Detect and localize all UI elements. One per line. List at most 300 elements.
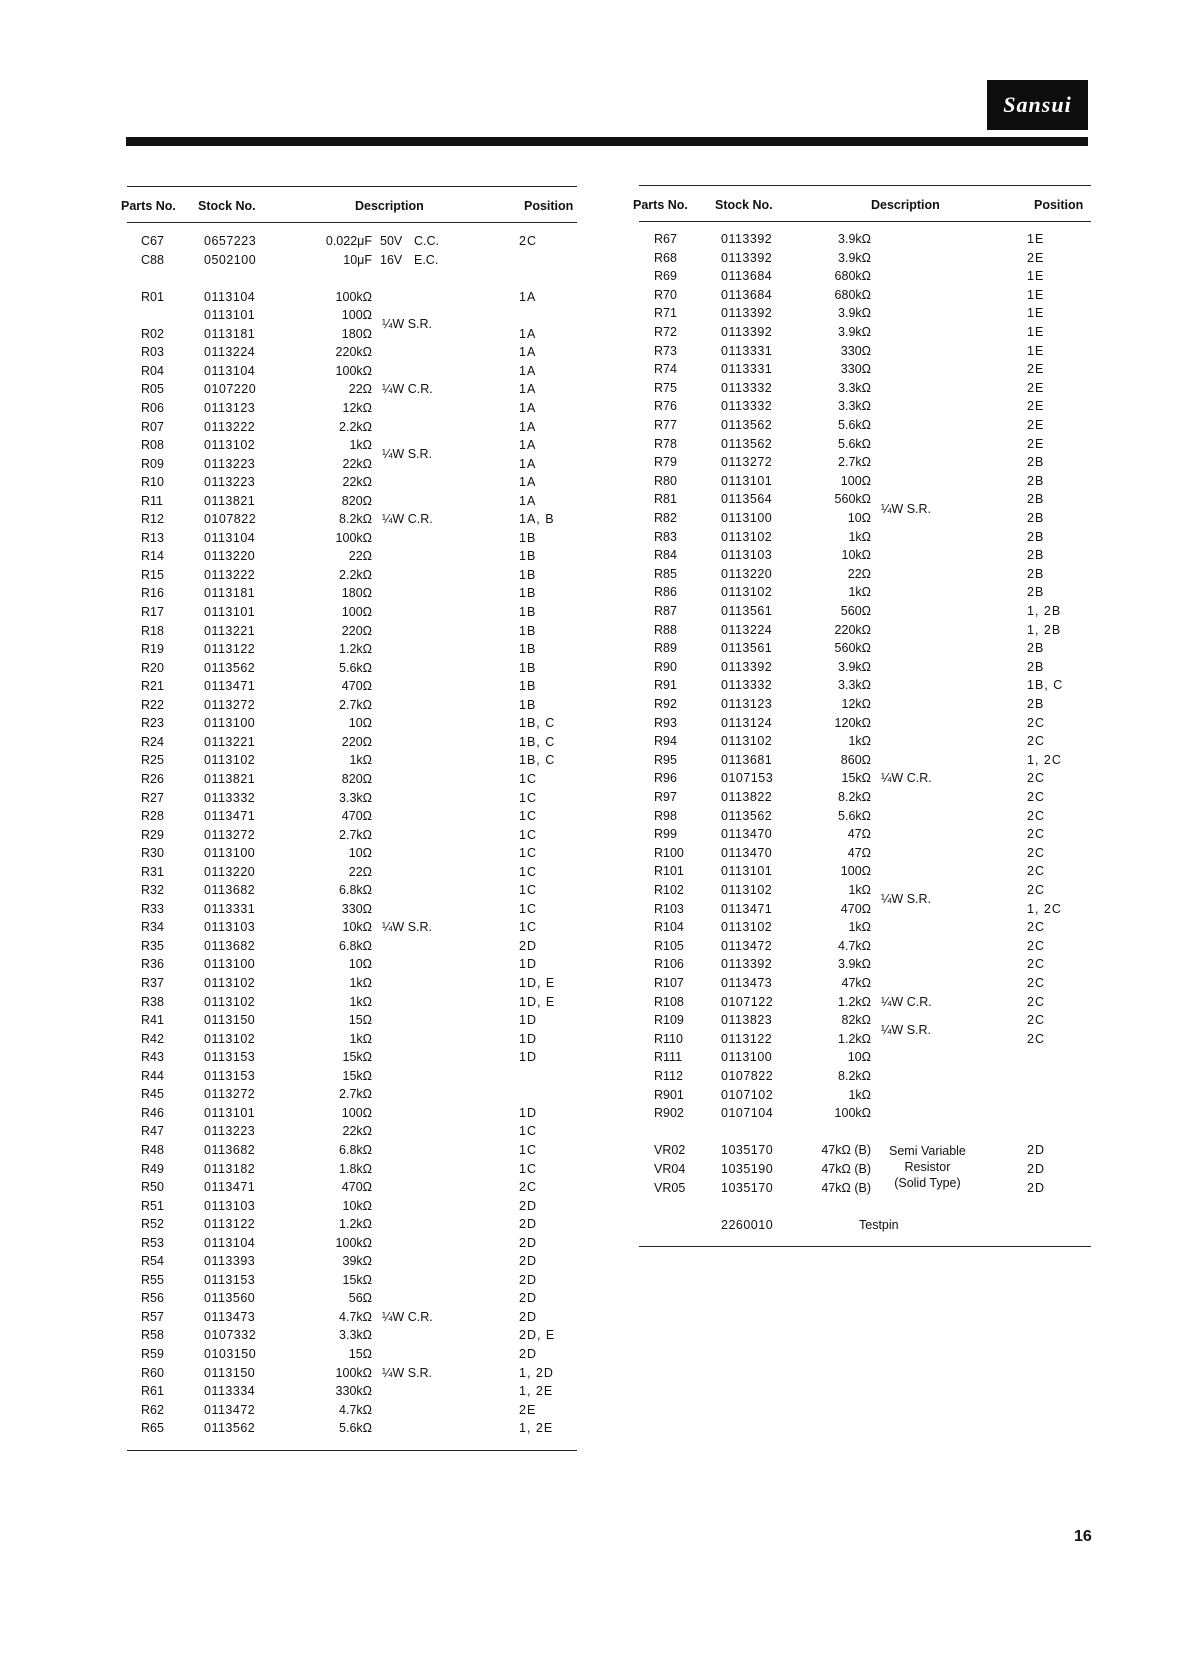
position: 1A [519, 289, 537, 304]
table-row [127, 362, 577, 381]
table-row [127, 863, 577, 882]
table-row [127, 677, 577, 696]
table-row [127, 696, 577, 715]
component-value: 1.2kΩ [339, 642, 372, 657]
table-row [127, 1122, 577, 1141]
part-number: R85 [654, 566, 677, 581]
stock-number: 2260010 [721, 1217, 774, 1232]
part-number: R23 [141, 716, 164, 731]
table-row [639, 974, 1091, 993]
table-row [639, 825, 1091, 844]
header-parts: Parts No. [121, 199, 176, 213]
position: 1A [519, 400, 537, 415]
table-row [127, 547, 577, 566]
component-value: 4.7kΩ [339, 1309, 372, 1324]
stock-number: 0113472 [204, 1402, 256, 1417]
table-row [127, 1401, 577, 1420]
part-number: R26 [141, 771, 164, 786]
part-number: R37 [141, 976, 164, 990]
position: 1D [519, 957, 537, 972]
stock-number: 0113181 [204, 326, 256, 341]
position: 2D [519, 1291, 537, 1306]
stock-number: 0113821 [204, 493, 256, 508]
table-row [127, 473, 577, 492]
stock-number: 0113334 [204, 1384, 256, 1399]
component-value: 3.9kΩ [838, 325, 871, 339]
table-row [127, 306, 577, 325]
part-number: R07 [141, 419, 164, 434]
table-row [127, 269, 577, 288]
stock-number: 0113153 [204, 1050, 256, 1065]
table-row [127, 232, 577, 251]
position: 1C [519, 864, 537, 879]
component-value: 5.6kΩ [838, 418, 871, 432]
table-row [639, 528, 1091, 547]
stock-number: 0113102 [721, 920, 773, 935]
table-row [639, 1048, 1091, 1067]
position: 2C [1027, 938, 1045, 953]
power-rating-note: ¼W C.R. [382, 382, 433, 397]
position: 2C [1027, 920, 1045, 935]
position: 1D [519, 1013, 537, 1028]
part-number: R56 [141, 1291, 164, 1306]
stock-number: 0113470 [721, 845, 773, 860]
table-row [639, 862, 1091, 881]
table-row [127, 418, 577, 437]
part-number: R41 [141, 1013, 164, 1028]
table-row [127, 751, 577, 770]
part-number: R95 [654, 752, 677, 767]
component-value: 3.9kΩ [838, 957, 871, 972]
header-stock: Stock No. [715, 198, 773, 212]
position: 1C [519, 1124, 537, 1139]
component-value: 5.6kΩ [838, 436, 871, 451]
stock-number: 0113331 [204, 901, 256, 916]
position: 2C [1027, 864, 1045, 879]
component-value: 47Ω [847, 827, 871, 842]
stock-number: 0657223 [204, 234, 257, 248]
table-row [127, 955, 577, 974]
position: 1B [519, 642, 537, 657]
position: 2C [1027, 994, 1045, 1009]
component-value: 12kΩ [841, 697, 871, 711]
table-row [639, 639, 1091, 658]
component-value: 22kΩ [342, 1124, 372, 1139]
position: 2C [1027, 734, 1045, 749]
component-value: 180Ω [341, 586, 372, 601]
component-value: 6.8kΩ [339, 883, 372, 898]
part-number: VR04 [654, 1162, 686, 1176]
table-row [127, 789, 577, 808]
stock-number: 0113102 [204, 994, 256, 1009]
component-value: 3.3kΩ [339, 790, 372, 805]
part-number: R78 [654, 436, 677, 451]
component-value: 560kΩ [834, 641, 871, 656]
position: 1A [519, 363, 537, 378]
position: 1D, E [519, 994, 556, 1009]
position: 2B [1027, 641, 1045, 656]
stock-number: 0113101 [204, 605, 256, 619]
component-value: 3.3kΩ [838, 399, 871, 414]
position: 2D [519, 1198, 537, 1213]
part-number: R58 [141, 1328, 164, 1343]
part-number: R10 [141, 475, 164, 490]
position: 2B [1027, 697, 1045, 711]
power-rating-note: ¼W S.R. [881, 1022, 932, 1037]
part-number: R106 [654, 957, 684, 972]
component-value: 82kΩ [841, 1013, 871, 1028]
position: 1C [519, 827, 537, 842]
component-value: 10μF [343, 252, 372, 267]
stock-number: 0113821 [204, 771, 256, 786]
stock-number: 0113104 [204, 530, 256, 545]
component-value: 220Ω [341, 623, 372, 638]
part-number: R107 [654, 976, 684, 990]
component-value: 1.2kΩ [838, 994, 871, 1009]
table-row [639, 900, 1091, 919]
stock-number: 0113221 [204, 734, 256, 749]
component-value: 1kΩ [349, 994, 372, 1009]
table-row [127, 659, 577, 678]
table-row [639, 323, 1091, 342]
stock-number: 0113392 [721, 957, 773, 972]
component-value: 330kΩ [335, 1384, 372, 1399]
table-row [127, 1067, 577, 1086]
table-row [127, 770, 577, 789]
position: 1A [519, 419, 537, 434]
position: 2D [1027, 1180, 1045, 1195]
part-number: R109 [654, 1013, 684, 1028]
stock-number: 0113562 [204, 660, 256, 675]
stock-number: 0113182 [204, 1161, 256, 1176]
power-rating-note: ¼W S.R. [382, 1365, 433, 1380]
stock-number: 0113562 [204, 1421, 256, 1436]
position: 1B [519, 586, 537, 601]
part-number: R38 [141, 994, 164, 1009]
component-value: 39kΩ [342, 1254, 372, 1269]
part-number: R60 [141, 1365, 164, 1380]
stock-number: 0113392 [721, 232, 773, 246]
stock-number: 0113561 [721, 604, 773, 618]
table-row [127, 974, 577, 993]
stock-number: 0113272 [204, 827, 256, 842]
table-bottom-rule [127, 1450, 577, 1451]
position: 2D [1027, 1143, 1045, 1158]
component-value: 100kΩ [335, 1365, 372, 1380]
part-number: R112 [654, 1069, 683, 1083]
stock-number: 0113103 [721, 548, 773, 563]
part-number: R50 [141, 1180, 164, 1195]
component-value: 56Ω [348, 1291, 372, 1306]
stock-number: 0113100 [721, 1050, 773, 1065]
stock-number: 0107153 [721, 771, 774, 786]
position: 1B, C [519, 753, 556, 768]
table-row [127, 918, 577, 937]
component-value: 5.6kΩ [339, 660, 372, 675]
component-value: 15kΩ [342, 1050, 372, 1065]
stock-number: 0107102 [721, 1087, 774, 1102]
table-row [639, 1011, 1091, 1030]
position: 1A, B [519, 512, 555, 527]
stock-number: 0113332 [204, 790, 256, 805]
stock-number: 0113823 [721, 1013, 773, 1028]
table-row [127, 1178, 577, 1197]
component-value: 2.2kΩ [339, 567, 372, 582]
position: 1B [519, 567, 537, 582]
stock-number: 0113223 [204, 1124, 256, 1139]
position: 1A [519, 345, 537, 360]
position: 2C [519, 1180, 537, 1195]
part-number: R05 [141, 382, 164, 397]
part-number: R99 [654, 827, 677, 842]
position: 2C [1027, 976, 1045, 990]
part-number: R52 [141, 1217, 164, 1232]
part-number: R83 [654, 529, 677, 544]
stock-number: 0113123 [721, 697, 773, 711]
stock-number: 0113102 [721, 585, 773, 600]
part-number: R30 [141, 846, 164, 861]
part-number: R25 [141, 753, 164, 768]
stock-number: 0113470 [721, 827, 773, 842]
stock-number: 0113561 [721, 641, 773, 656]
part-number: R91 [654, 678, 677, 693]
stock-number: 0113684 [721, 269, 773, 284]
table-row [639, 714, 1091, 733]
table-row [127, 1289, 577, 1308]
stock-number: 0113272 [721, 455, 773, 470]
position: 1E [1027, 287, 1045, 302]
stock-number: 0113102 [721, 883, 773, 897]
table-row [127, 380, 577, 399]
component-value: 15kΩ [841, 771, 871, 786]
table-row [639, 1216, 1091, 1235]
component-value: 2.7kΩ [339, 827, 372, 842]
stock-number: 0113471 [204, 809, 256, 824]
stock-number: 0113682 [204, 883, 256, 898]
component-value: 10Ω [847, 511, 871, 525]
part-number: R73 [654, 343, 677, 358]
component-value: 10Ω [348, 716, 372, 731]
component-type: C.C. [414, 234, 439, 248]
header-rule [126, 137, 1088, 146]
part-number: R42 [141, 1031, 164, 1046]
part-number: R01 [141, 289, 164, 304]
component-value: 820Ω [341, 493, 372, 508]
component-value: 3.9kΩ [838, 232, 871, 246]
table-row [639, 993, 1091, 1012]
stock-number: 0113103 [204, 1198, 256, 1213]
table-row [639, 509, 1091, 528]
part-number: R29 [141, 827, 164, 842]
component-value: 220kΩ [834, 622, 871, 637]
table-row [639, 881, 1091, 900]
position: 2B [1027, 492, 1045, 507]
component-value: 3.9kΩ [838, 250, 871, 265]
table-row [127, 881, 577, 900]
component-value: 470Ω [840, 901, 871, 916]
table-row [639, 918, 1091, 937]
position: 2B [1027, 659, 1045, 674]
stock-number: 1035190 [721, 1162, 774, 1176]
component-value: 1kΩ [349, 753, 372, 768]
power-rating-note: ¼W C.R. [382, 512, 433, 527]
table-row [127, 826, 577, 845]
stock-number: 0113473 [721, 976, 773, 990]
position: 1C [519, 901, 537, 916]
table-row [639, 472, 1091, 491]
part-number: R34 [141, 920, 164, 935]
part-number: R71 [654, 306, 677, 321]
stock-number: 0107122 [721, 994, 774, 1009]
table-row [639, 1123, 1091, 1142]
part-number: R62 [141, 1402, 164, 1417]
component-value: 6.8kΩ [339, 1142, 372, 1157]
stock-number: 0113104 [204, 363, 256, 378]
part-number: R108 [654, 994, 684, 1009]
component-value: 3.3kΩ [838, 678, 871, 693]
part-number: R92 [654, 697, 677, 711]
table-row [639, 397, 1091, 416]
position: 2E [1027, 399, 1045, 414]
component-value: 100kΩ [335, 530, 372, 545]
position: 1D [519, 1105, 537, 1120]
position: 2C [1027, 715, 1045, 730]
stock-number: 0107822 [204, 512, 257, 527]
part-number: R55 [141, 1272, 164, 1287]
component-value: 0.022μF [325, 234, 372, 248]
stock-number: 0113392 [721, 250, 773, 265]
position: 2C [1027, 883, 1045, 897]
component-value: 330Ω [840, 362, 871, 377]
table-row [127, 1197, 577, 1216]
table-row [639, 249, 1091, 268]
power-rating-note: ¼W S.R. [881, 501, 932, 516]
table-row [127, 510, 577, 529]
component-value: 330Ω [341, 901, 372, 916]
part-number: R111 [654, 1050, 683, 1065]
table-row [127, 733, 577, 752]
component-value: 22kΩ [342, 456, 372, 471]
component-value: 1kΩ [848, 920, 871, 935]
table-row [127, 343, 577, 362]
part-number: R84 [654, 548, 677, 563]
stock-number: 0113122 [721, 1031, 773, 1046]
table-row [639, 751, 1091, 770]
component-value: 1kΩ [848, 529, 871, 544]
position: 1B [519, 660, 537, 675]
stock-number: 0113100 [721, 511, 773, 525]
header-parts: Parts No. [633, 198, 688, 212]
part-number: R75 [654, 380, 677, 395]
table-row [639, 1197, 1091, 1216]
position: 2C [1027, 808, 1045, 823]
stock-number: 0113332 [721, 380, 773, 395]
position: 2C [1027, 771, 1045, 786]
table-row [639, 1030, 1091, 1049]
part-number: R82 [654, 511, 677, 525]
table-row [639, 565, 1091, 584]
position: 2B [1027, 585, 1045, 600]
component-value: 100Ω [341, 1105, 372, 1120]
stock-number: 0113100 [204, 846, 256, 861]
stock-number: 0113104 [204, 289, 256, 304]
position: 1A [519, 475, 537, 490]
table-row [639, 583, 1091, 602]
part-number: R54 [141, 1254, 164, 1269]
table-row [127, 1364, 577, 1383]
component-value: 5.6kΩ [838, 808, 871, 823]
component-value: 180Ω [341, 326, 372, 341]
stock-number: 0113681 [721, 752, 773, 767]
part-number: R100 [654, 845, 684, 860]
stock-number: 0113101 [204, 1105, 256, 1120]
part-number: R18 [141, 623, 164, 638]
position: 1, 2D [519, 1365, 554, 1380]
stock-number: 0113101 [721, 473, 773, 488]
stock-number: 0113222 [204, 419, 256, 434]
header-description: Description [355, 199, 424, 213]
stock-number: 0113393 [204, 1254, 256, 1269]
component-value: 47kΩ (B) [821, 1162, 871, 1176]
position: 1D [519, 1031, 537, 1046]
position: 2D [519, 1309, 537, 1324]
component-value: 3.9kΩ [838, 306, 871, 321]
table-row [639, 1160, 1091, 1179]
stock-number: 0113392 [721, 325, 773, 339]
stock-number: 0113564 [721, 492, 773, 507]
stock-number: 0113682 [204, 1142, 256, 1157]
part-number: R51 [141, 1198, 164, 1213]
table-row [639, 695, 1091, 714]
part-number: R20 [141, 660, 164, 675]
component-value: 1kΩ [349, 976, 372, 990]
part-number: R104 [654, 920, 684, 935]
table-row [127, 993, 577, 1012]
component-value: 1kΩ [349, 438, 372, 453]
stock-number: 0113153 [204, 1272, 256, 1287]
table-top-rule [127, 186, 577, 187]
stock-number: 0113102 [204, 438, 256, 453]
stock-number: 0113122 [204, 642, 256, 657]
position: 1B [519, 679, 537, 694]
position: 2B [1027, 529, 1045, 544]
power-rating-note: ¼W S.R. [881, 892, 932, 907]
position: 1C [519, 846, 537, 861]
component-value: 1kΩ [848, 883, 871, 897]
component-value: 330Ω [840, 343, 871, 358]
part-number: R901 [654, 1087, 684, 1102]
position: 1B [519, 530, 537, 545]
position: 2C [1027, 827, 1045, 842]
position: 1B [519, 623, 537, 638]
part-number: R72 [654, 325, 677, 339]
part-number: R13 [141, 530, 164, 545]
part-number: R80 [654, 473, 677, 488]
part-number: R69 [654, 269, 677, 284]
table-row [127, 1215, 577, 1234]
component-value: 47kΩ [841, 976, 871, 990]
component-value: 22kΩ [342, 475, 372, 490]
part-number: R88 [654, 622, 677, 637]
part-number: R47 [141, 1124, 164, 1139]
part-number: R11 [141, 493, 164, 508]
table-row [639, 230, 1091, 249]
stock-number: 0113100 [204, 957, 256, 972]
position: 2D [519, 938, 537, 953]
table-row [639, 658, 1091, 677]
part-number: R32 [141, 883, 164, 898]
component-value: 22Ω [348, 382, 372, 397]
